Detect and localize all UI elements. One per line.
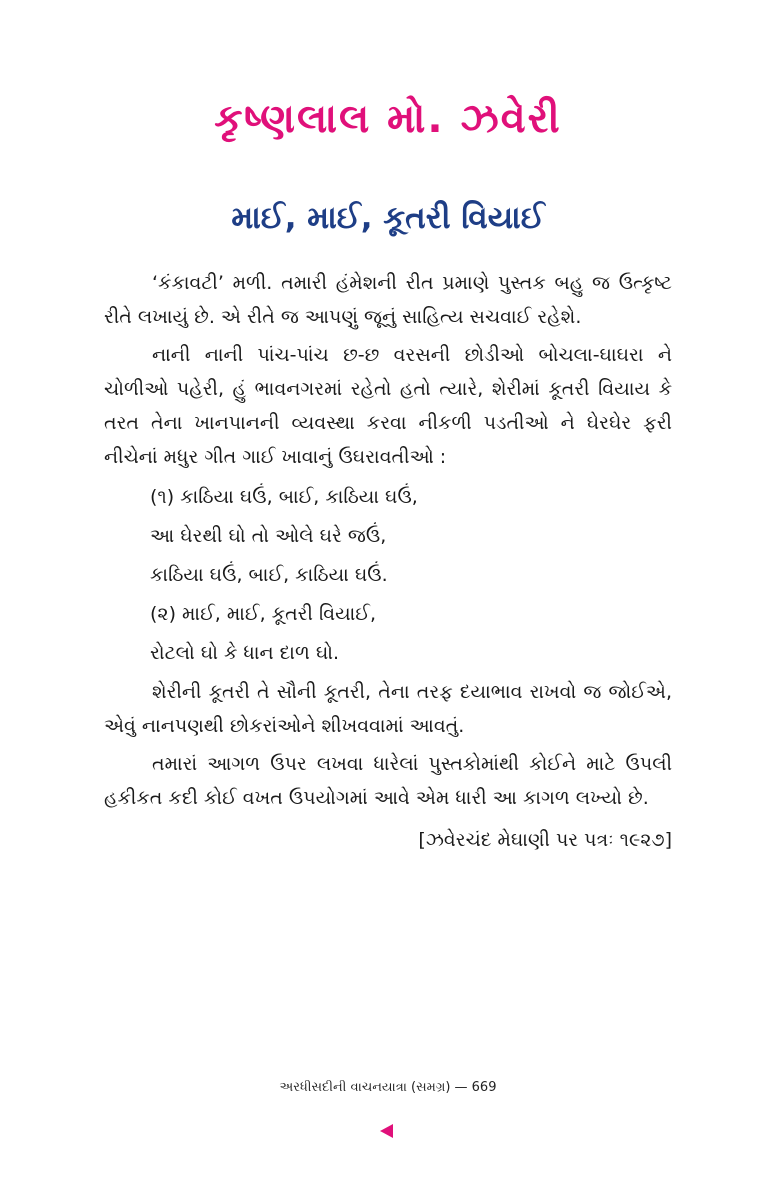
triangle-left-icon[interactable] [380, 1124, 393, 1138]
paragraph: ‘કંકાવટી’ મળી. તમારી હંમેશની રીત પ્રમાણે પુસ્તક બહુ જ ઉત્કૃષ્ટ રીતે લખાયું છે. એ રીતે જ આપણું જૂનું સાહિત્ય સચવાઈ રહેશે. [104, 272, 672, 328]
article-title: માઈ, માઈ, કૂતરી વિયાઈ [231, 200, 545, 236]
verse-line: કાઠિયા ઘઉં, બાઈ, કાઠિયા ઘઉં. [150, 564, 388, 586]
paragraph: નાની નાની પાંચ-પાંચ છ-છ વરસની છોડીઓ બોચલા-ઘાઘરા ને ચોળીઓ પહેરી, હું ભાવનગરમાં રહેતો હતો ત્યારે, શેરીમાં કૂતરી વિયાય કે તરત તેના ખાનપાનની વ્યવસ્થા કરવા નીકળી પડતીઓ ને ઘેરઘેર ફરી નીચેનાં મધુર ગીત ગાઈ ખાવાનું ઉઘરાવતીઓ : [104, 344, 672, 468]
verse-line: આ ઘેરથી ઘો તો ઓલે ઘરે જઉં, [150, 525, 387, 547]
author-heading: કૃષ્ણલાલ મો. ઝવેરી [214, 96, 562, 142]
verse-line: રોટલો ઘો કે ધાન દાળ ઘો. [150, 642, 340, 664]
paragraph: શેરીની કૂતરી તે સૌની કૂતરી, તેના તરફ દયાભાવ રાખવો જ જોઈએ, એવું નાનપણથી છોકરાંઓને શીખવવામાં આવતું. [104, 681, 672, 737]
verse-line: (૨) માઈ, માઈ, કૂતરી વિયાઈ, [150, 603, 377, 625]
page-footer: અરધીસદીની વાચનયાત્રા (સમગ્ર) — 669 [279, 1080, 497, 1095]
verse-block [104, 478, 672, 673]
verse-line: (૧) કાઠિયા ઘઉં, બાઈ, કાઠિયા ઘઉં, [150, 486, 418, 508]
source-citation: [ઝવેરચંદ મેઘાણી પર પત્રઃ ૧૯૨૭] [418, 829, 672, 851]
paragraph: તમારાં આગળ ઉપર લખવા ધારેલાં પુસ્તકોમાંથી કોઈને માટે ઉપલી હકીકત કદી કોઈ વખત ઉપયોગમાં આવે એમ ધારી આ કાગળ લખ્યો છે. [104, 753, 672, 809]
article-body [104, 266, 672, 857]
